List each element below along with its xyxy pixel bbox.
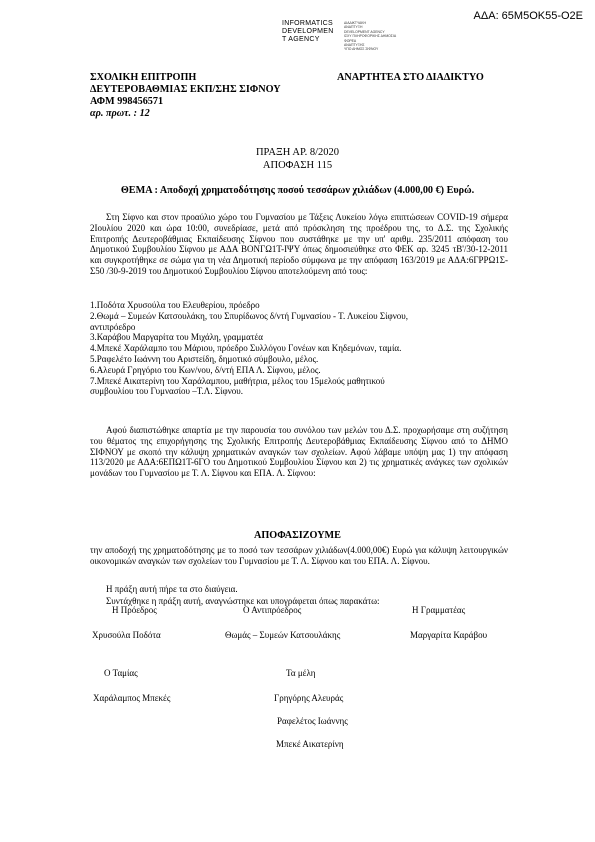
member-name: Γρηγόρης Αλευράς bbox=[274, 693, 344, 703]
list-item: 3.Καράβου Μαργαρίτα του Μιχάλη, γραμματέα bbox=[90, 332, 263, 343]
issuer-line-1: ΣΧΟΛΙΚΗ ΕΠΙΤΡΟΠΗ bbox=[90, 72, 197, 83]
decision-heading: ΑΠΟΦΑΣΙΖΟΥΜΕ bbox=[254, 530, 341, 541]
vice-president-name: Θωμάς – Συμεών Κατσουλάκης bbox=[225, 630, 341, 640]
treasurer-title: Ο Ταμίας bbox=[104, 668, 138, 678]
logo-greek-text: ΔΙΑΔΙΚΤΥΑΚΗ ΑΝΑΠΤΥΞΗ DEVELOPMENT AGENCY ΙΣΧΥ ΠΛΗΡΟΦΟΡΙΚΗΣ ΔΗΜΟΣΙΑ ΦΟΡΕΑ ΑΝΑΠΤΥΞΗΣ ΥΠΟ ΔΗΜΟΣ ΣΙΦΝΟΥ bbox=[344, 21, 397, 52]
closing-line-1: Η πράξη αυτή πήρε τα στο διαύγεια. bbox=[106, 584, 238, 594]
ada-code: ΑΔΑ: 65Μ5ΟΚ55-Ο2Ε bbox=[473, 10, 583, 22]
intro-paragraph: Στη Σίφνο και στον προαύλιο χώρο του Γυμνασίου με Τάξεις Λυκείου λόγω επιπτώσεων COVID-19 σήμερα 2Ιουλίου 2020 και ώρα 10:00, συνεδρίασε, μετά από πρόσκληση της προέδρου της, το Δ.Σ. της Σχολικής Επιτροπής Δευτεροβάθμιας Εκπαίδευσης Σίφνου που συστάθηκε με την υπ' αριθμ. 235/2011 απόφαση του Δημοτικού Συμβουλίου Σίφνου με ΑΔΑ ΒΟΝΓΩ1Τ-ΙΨΥ όπως δημοσιεύθηκε στο ΦΕΚ αρ. 3245 τΒ'/30-12-2011 και συγκροτήθηκε σε σώμα για τη νέα Δημοτική περίοδο σύμφωνα με την απόφαση 163/2019 με ΑΔΑ:6ΓΡΡΩ1Σ-Σ50 /30-9-2019 του Δημοτικού Συμβουλίου Σίφνου αποτελούμενη από τους: bbox=[90, 212, 508, 276]
vice-president-title: Ο Αντιπρόεδρος bbox=[243, 605, 302, 615]
logo-text: INFORMATICS DEVELOPMEN T AGENCY bbox=[282, 20, 334, 44]
list-item: 4.Μπεκέ Χαράλαμπο του Μάριου, πρόεδρο Συλλόγου Γονέων και Κηδεμόνων, ταμία. bbox=[90, 343, 402, 354]
agency-logo bbox=[282, 20, 422, 50]
members-list bbox=[90, 300, 508, 397]
issuer-header bbox=[90, 72, 281, 120]
decision-number: ΑΠΟΦΑΣΗ 115 bbox=[262, 160, 333, 171]
act-number: ΠΡΑΞΗ ΑΡ. 8/2020 bbox=[255, 147, 340, 158]
list-item: 2.Θωμά – Συμεών Κατσουλάκη, του Σπυρίδωνος δ/ντή Γυμνασίου - Τ. Λυκείου Σίφνου, bbox=[90, 310, 409, 321]
issuer-line-2: ΔΕΥΤΕΡΟΒΑΘΜΙΑΣ ΕΚΠ/ΣΗΣ ΣΙΦΝΟΥ bbox=[90, 84, 281, 95]
secretary-name: Μαργαρίτα Καράβου bbox=[410, 630, 488, 640]
members-title: Τα μέλη bbox=[286, 668, 316, 678]
president-title: Η Πρόεδρος bbox=[112, 605, 157, 615]
list-item: 1.Ποδότα Χρυσούλα του Ελευθερίου, πρόεδρο bbox=[90, 300, 260, 310]
list-item: 5.Ραφελέτο Ιωάννη του Αριστείδη, δημοτικό σύμβουλο, μέλος. bbox=[90, 353, 319, 364]
protocol-number: αρ. πρωτ. : 12 bbox=[90, 108, 150, 119]
decision-paragraph: την αποδοχή της χρηματοδότησης με το ποσό των τεσσάρων χιλιάδων(4.000,00€) Ευρώ για κάλυψη λειτουργικών οικονομικών αναγκών των σχολείων του Γυμνασίου με Τ. Λ. Σίφνου και του ΕΠΑ. Λ. Σίφνου. bbox=[90, 545, 508, 566]
secretary-title: Η Γραμματέας bbox=[412, 605, 466, 615]
member-name: Μπεκέ Αικατερίνη bbox=[276, 739, 344, 749]
list-item: 7.Μπεκέ Αικατερίνη του Χαράλαμπου, μαθήτρια, μέλος του 15μελούς μαθητικού bbox=[90, 375, 385, 386]
quorum-paragraph: Αφού διαπιστώθηκε απαρτία με την παρουσία του συνόλου των μελών του Δ.Σ. προχωρήσαμε στη συζήτηση του θέματος της επιχορήγησης της Σχολικής Επιτροπής Δευτεροβάθμιας Εκπαίδευσης Σίφνου από το ΔΗΜΟ ΣΙΦΝΟΥ με σκοπό την κάλυψη χρηματικών αναγκών των σχολείων. Αφού λάβαμε υπόψη μας 1) την απόφαση 113/2020 με ΑΔΑ:6ΕΠΩ1Τ-6ΓΟ του Δημοτικού Συμβουλίου Σίφνου και 2) τις χρηματικές ανάγκες των σχολικών μονάδων του Γυμνασίου με Τ. Λ. Σίφνου και ΕΠΑ. Λ. Σίφνου: bbox=[90, 425, 508, 479]
tax-id: ΑΦΜ 998456571 bbox=[90, 96, 164, 107]
member-name: Ραφελέτος Ιωάννης bbox=[277, 716, 348, 726]
list-item: συμβουλίου του Γυμνασίου –Τ.Λ. Σίφνου. bbox=[90, 386, 243, 397]
president-name: Χρυσούλα Ποδότα bbox=[92, 630, 161, 640]
closing-line-2: Συντάχθηκε η πράξη αυτή, αναγνώστηκε και υπογράφεται όπως παρακάτω: bbox=[106, 596, 380, 606]
treasurer-name: Χαράλαμπος Μπεκές bbox=[93, 693, 171, 703]
list-item: 6.Αλευρά Γρηγόριο του Κων/νου, δ/ντή ΕΠΑ Λ. Σίφνου, μέλος. bbox=[90, 364, 321, 375]
subject-line: ΘΕΜΑ : Αποδοχή χρηματοδότησης ποσού τεσσάρων χιλιάδων (4.000,00 €) Ευρώ. bbox=[120, 185, 475, 196]
list-item: αντιπρόεδρο bbox=[90, 321, 136, 332]
publish-notice: ΑΝΑΡΤΗΤΕΑ ΣΤΟ ΔΙΑΔΙΚΤΥΟ bbox=[337, 72, 484, 83]
